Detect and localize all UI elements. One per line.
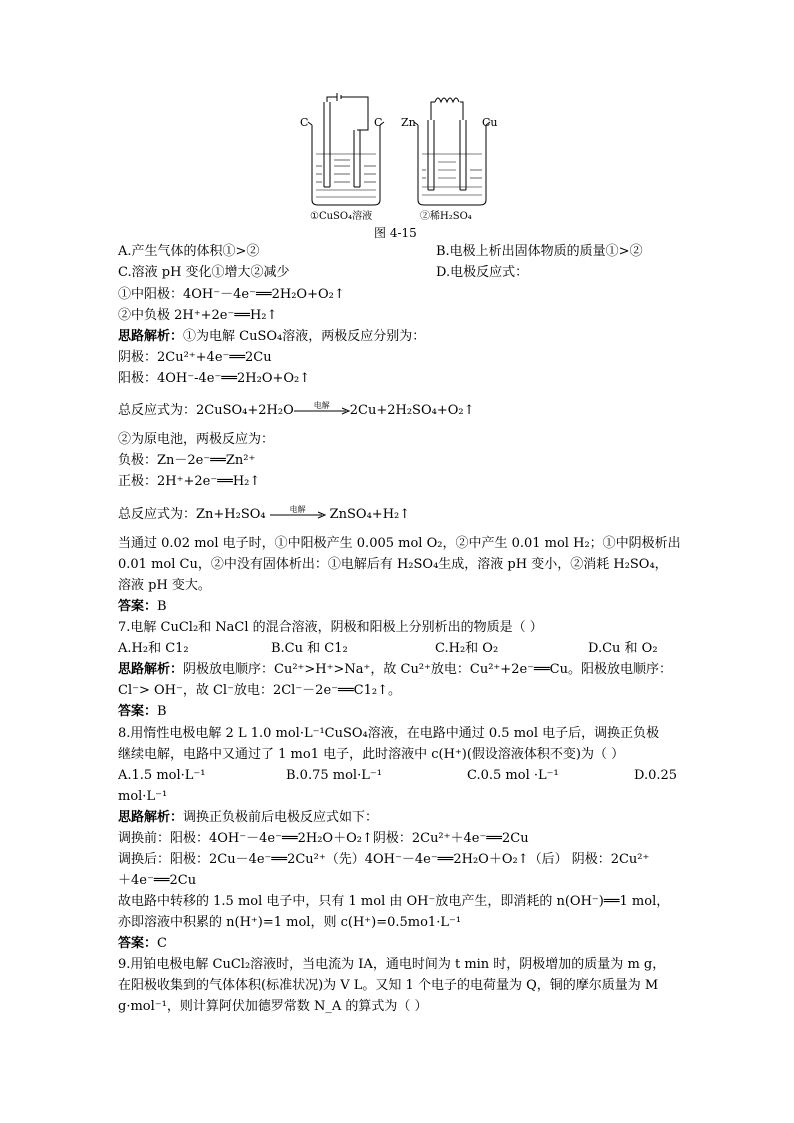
analysis-label: 思路解析： xyxy=(118,662,184,677)
q8-option-d-unit: mol·L⁻¹ xyxy=(118,789,168,804)
analysis-text: 调换正负极前后电极反应式如下： xyxy=(183,810,379,825)
q7-option-b: B.Cu 和 C1₂ xyxy=(271,641,348,656)
caption-h2so4: ②稀H₂SO₄ xyxy=(420,211,472,222)
analysis-q8-line: 调换前：阳极：4OH⁻－4e⁻══2H₂O＋O₂↑阴极：2Cu²⁺＋4e⁻══2Cu xyxy=(118,831,529,846)
option-a: A.产生气体的体积①>② xyxy=(118,244,260,259)
paragraph-line: 0.01 mol Cu，②中没有固体析出：①电解后有 H₂SO₄生成，溶液 pH 变小，②消耗 H₂SO₄， xyxy=(118,557,668,572)
question-9-line: 在阳极收集到的气体体积(标准状况)为 V L。又知 1 个电子的电荷量为 Q，铜的摩尔质量为 M xyxy=(118,978,659,993)
option-d: D.电极反应式： xyxy=(436,265,529,280)
answer-value: B xyxy=(157,704,167,719)
answer-value: C xyxy=(157,936,167,951)
option-d-line2: ②中负极 2H⁺+2e⁻══H₂↑ xyxy=(118,308,278,323)
option-b: B.电极上析出固体物质的质量①>② xyxy=(436,244,643,259)
analysis-text: 阴极放电顺序：Cu²⁺>H⁺>Na⁺，故 Cu²⁺放电：Cu²⁺+2e⁻══Cu。阳极放电顺序： xyxy=(183,662,672,677)
cathode-reaction: 阴极：2Cu²⁺+4e⁻══2Cu xyxy=(118,350,272,365)
analysis-q8-line: 故电路中转移的 1.5 mol 电子中，只有 1 mol 由 OH⁻放电产生，即消耗的 n(OH⁻)══1 mol， xyxy=(118,894,670,909)
q7-option-d: D.Cu 和 O₂ xyxy=(588,641,658,656)
paragraph-line: 溶液 pH 变大。 xyxy=(118,578,211,593)
electrolysis-arrow xyxy=(294,400,350,415)
q8-option-d: D.0.25 xyxy=(634,768,678,783)
answer-value: B xyxy=(157,599,167,614)
q7-option-a: A.H₂和 C1₂ xyxy=(118,641,189,656)
total-reaction-1-left: 总反应式为：2CuSO₄+2H₂O xyxy=(118,403,294,418)
total-reaction-2 xyxy=(118,506,410,524)
electrolysis-arrow xyxy=(270,504,326,519)
analysis-q6 xyxy=(118,328,425,346)
q8-option-a: A.1.5 mol·L⁻¹ xyxy=(118,768,206,783)
question-9-line: g·mol⁻¹，则计算阿伏加德罗常数 N_A 的算式为（ ） xyxy=(118,999,428,1014)
analysis-label: 思路解析： xyxy=(118,329,184,344)
question-8-stem-1: 8.用惰性电极电解 2 L 1.0 mol·L⁻¹CuSO₄溶液，在电路中通过 0.5 mol 电子后，调换正负极 xyxy=(118,726,660,741)
q8-option-c: C.0.5 mol ·L⁻¹ xyxy=(467,768,559,783)
figure-caption: 图 4-15 xyxy=(374,226,417,240)
total-reaction-1 xyxy=(118,402,474,420)
analysis-q8 xyxy=(118,809,378,827)
answer-q8 xyxy=(118,935,167,953)
electrode-label-c-left: C xyxy=(300,116,309,129)
question-9-line: 9.用铂电极电解 CuCl₂溶液时，当电流为 IA，通电时间为 t min 时，阴极增加的质量为 m g， xyxy=(118,957,666,972)
negative-electrode-reaction: 负极：Zn－2e⁻══Zn²⁺ xyxy=(118,453,256,468)
total-reaction-2-right: ZnSO₄+H₂↑ xyxy=(329,507,411,522)
question-8-stem-2: 继续电解，电路中又通过了 1 mo1 电子，此时溶液中 c(H⁺)(假设溶液体积不变)为（ ） xyxy=(118,747,625,762)
caption-cuso4: ①CuSO₄溶液 xyxy=(310,211,373,222)
answer-q7 xyxy=(118,703,167,721)
analysis-q7 xyxy=(118,661,672,679)
electrode-label-cu: Cu xyxy=(482,116,498,129)
analysis-text: ①为电解 CuSO₄溶液，两极反应分别为： xyxy=(183,329,426,344)
q7-option-c: C.H₂和 O₂ xyxy=(435,641,499,656)
answer-label: 答案： xyxy=(118,599,158,614)
electrode-label-zn: Zn xyxy=(401,116,416,129)
electrode-label-c-right: C xyxy=(374,116,383,129)
analysis-q8-line: 调换后：阳极：2Cu－4e⁻══2Cu²⁺（先）4OH⁻－4e⁻══2H₂O＋O₂↑（后） 阴极：2Cu²⁺ xyxy=(118,852,650,867)
option-d-line1: ①中阳极：4OH⁻－4e⁻══2H₂O+O₂↑ xyxy=(118,287,345,302)
analysis-q8-line: 亦即溶液中积累的 n(H⁺)=1 mol，则 c(H⁺)=0.5mo1·L⁻¹ xyxy=(118,915,462,930)
answer-q6 xyxy=(118,598,167,616)
analysis-q8-line: ＋4e⁻══2Cu xyxy=(118,873,197,888)
positive-electrode-reaction: 正极：2H⁺+2e⁻══H₂↑ xyxy=(118,474,261,489)
paragraph-line: 当通过 0.02 mol 电子时，①中阳极产生 0.005 mol O₂，②中产生 0.01 mol H₂；①中阴极析出 xyxy=(118,536,681,551)
option-c: C.溶液 pH 变化①增大②减少 xyxy=(118,265,290,280)
q8-option-b: B.0.75 mol·L⁻¹ xyxy=(286,768,382,783)
arrow-label: 电解 xyxy=(313,400,330,410)
electrolysis-figure xyxy=(290,92,520,222)
answer-label: 答案： xyxy=(118,936,158,951)
analysis-label: 思路解析： xyxy=(118,810,184,825)
total-reaction-2-left: 总反应式为：Zn+H₂SO₄ xyxy=(118,507,266,522)
question-7-stem: 7.电解 CuCl₂和 NaCl 的混合溶液，阴极和阳极上分别析出的物质是（ ） xyxy=(118,620,543,635)
answer-label: 答案： xyxy=(118,704,158,719)
total-reaction-1-right: 2Cu+2H₂SO₄+O₂↑ xyxy=(349,403,475,418)
anode-reaction: 阳极：4OH⁻-4e⁻══2H₂O+O₂↑ xyxy=(118,371,311,386)
analysis-q7-line2: Cl⁻> OH⁻，故 Cl⁻放电：2Cl⁻－2e⁻══C1₂↑。 xyxy=(118,683,401,698)
arrow-label: 电解 xyxy=(289,504,306,514)
galvanic-intro: ②为原电池，两极反应为： xyxy=(118,432,275,447)
